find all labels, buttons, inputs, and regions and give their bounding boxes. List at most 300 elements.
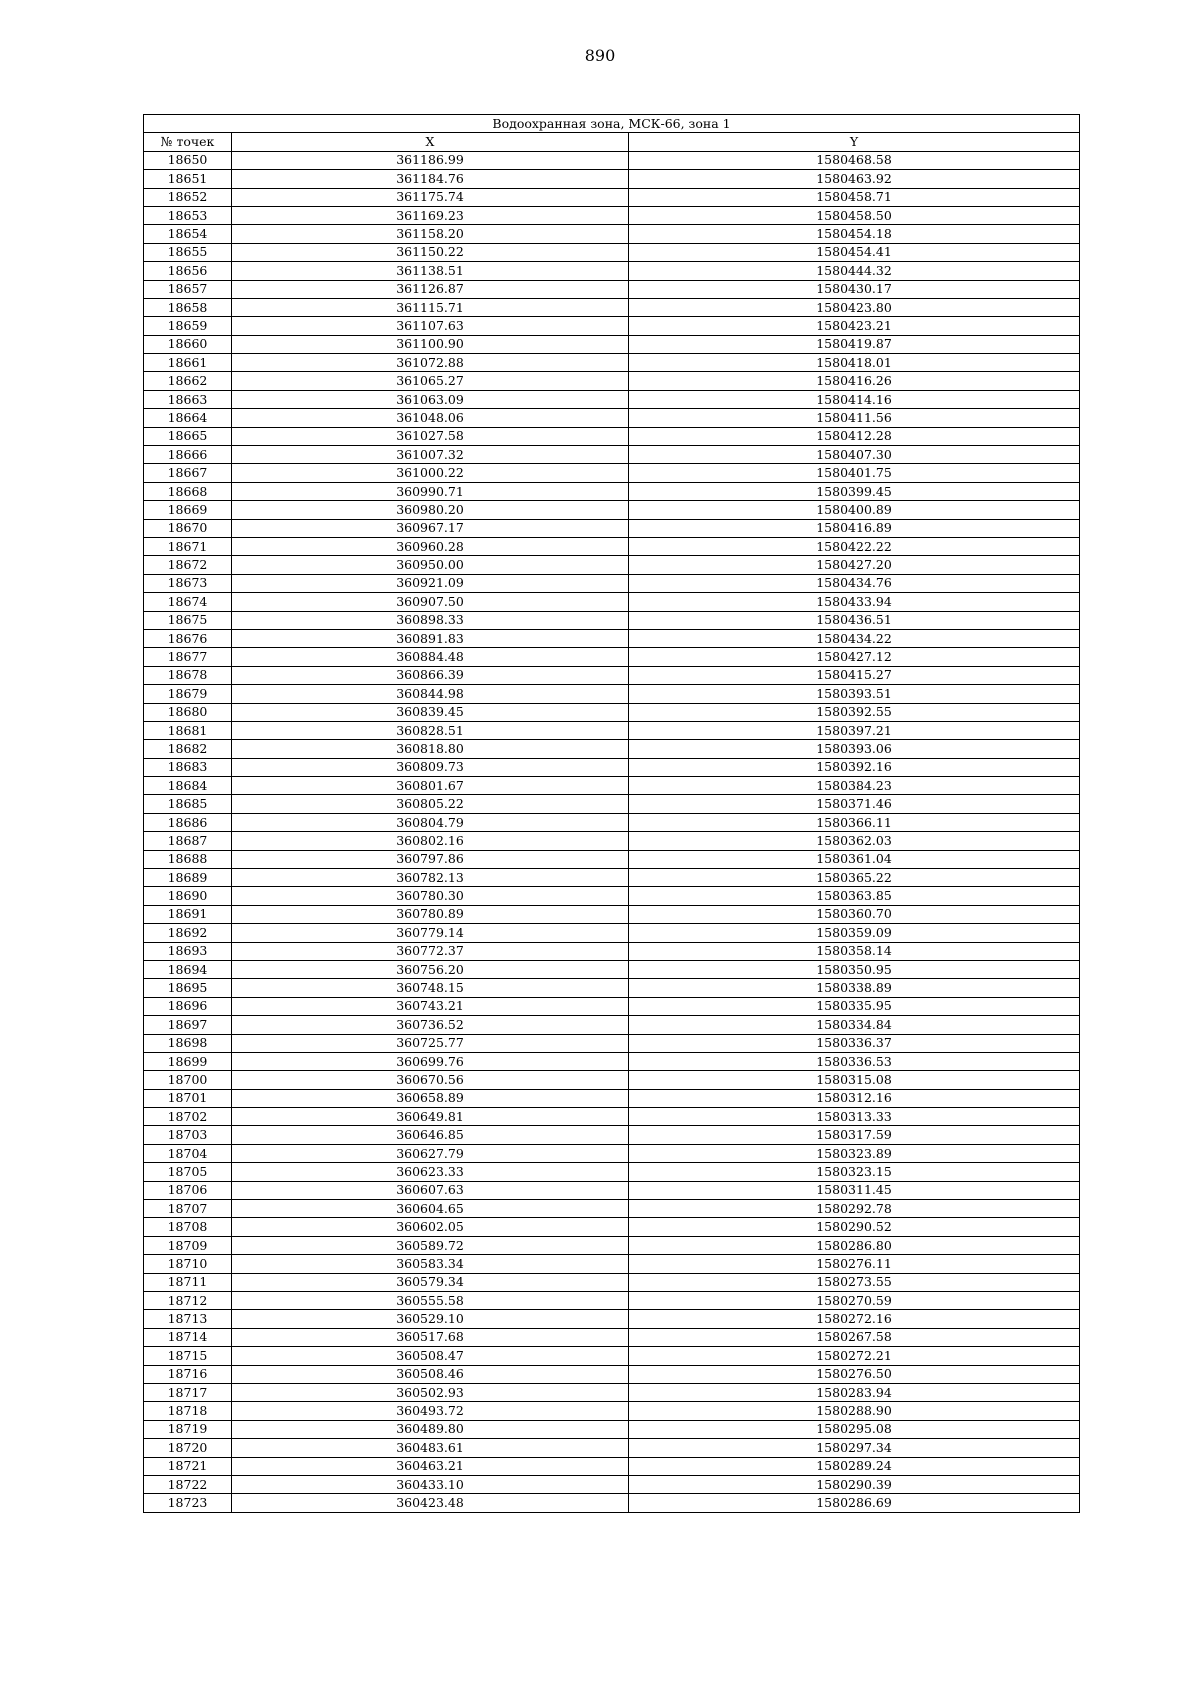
x-coordinate-cell: 360433.10 <box>232 1475 629 1493</box>
table-row <box>144 262 1080 280</box>
x-coordinate-cell: 361175.74 <box>232 188 629 206</box>
y-coordinate-cell: 1580458.50 <box>629 206 1080 224</box>
table-row <box>144 1475 1080 1493</box>
y-coordinate-cell: 1580323.89 <box>629 1144 1080 1162</box>
point-number-cell: 18655 <box>144 243 232 261</box>
point-number-cell: 18662 <box>144 372 232 390</box>
point-number-cell: 18685 <box>144 795 232 813</box>
table-row <box>144 556 1080 574</box>
x-coordinate-cell: 360866.39 <box>232 666 629 684</box>
point-number-cell: 18718 <box>144 1402 232 1420</box>
x-coordinate-cell: 360623.33 <box>232 1163 629 1181</box>
table-row <box>144 1457 1080 1475</box>
table-row <box>144 1365 1080 1383</box>
column-header-x: X <box>232 133 629 151</box>
y-coordinate-cell: 1580290.52 <box>629 1218 1080 1236</box>
point-number-cell: 18716 <box>144 1365 232 1383</box>
x-coordinate-cell: 360483.61 <box>232 1439 629 1457</box>
table-row <box>144 317 1080 335</box>
point-number-cell: 18688 <box>144 850 232 868</box>
point-number-cell: 18653 <box>144 206 232 224</box>
y-coordinate-cell: 1580286.69 <box>629 1494 1080 1512</box>
table-row <box>144 1034 1080 1052</box>
y-coordinate-cell: 1580399.45 <box>629 482 1080 500</box>
table-row <box>144 850 1080 868</box>
point-number-cell: 18665 <box>144 427 232 445</box>
x-coordinate-cell: 361072.88 <box>232 354 629 372</box>
table-row <box>144 1439 1080 1457</box>
table-row <box>144 721 1080 739</box>
table-row <box>144 777 1080 795</box>
point-number-cell: 18654 <box>144 225 232 243</box>
table-row <box>144 1181 1080 1199</box>
y-coordinate-cell: 1580335.95 <box>629 997 1080 1015</box>
point-number-cell: 18674 <box>144 593 232 611</box>
point-number-cell: 18681 <box>144 721 232 739</box>
table-title: Водоохранная зона, МСК-66, зона 1 <box>144 115 1080 133</box>
x-coordinate-cell: 360844.98 <box>232 685 629 703</box>
x-coordinate-cell: 361063.09 <box>232 390 629 408</box>
table-row <box>144 1144 1080 1162</box>
table-row <box>144 832 1080 850</box>
y-coordinate-cell: 1580430.17 <box>629 280 1080 298</box>
x-coordinate-cell: 361158.20 <box>232 225 629 243</box>
y-coordinate-cell: 1580427.20 <box>629 556 1080 574</box>
y-coordinate-cell: 1580317.59 <box>629 1126 1080 1144</box>
point-number-cell: 18667 <box>144 464 232 482</box>
x-coordinate-cell: 360607.63 <box>232 1181 629 1199</box>
table-row <box>144 501 1080 519</box>
x-coordinate-cell: 360967.17 <box>232 519 629 537</box>
point-number-cell: 18679 <box>144 685 232 703</box>
y-coordinate-cell: 1580434.76 <box>629 574 1080 592</box>
table-row <box>144 1016 1080 1034</box>
table-row <box>144 1420 1080 1438</box>
point-number-cell: 18668 <box>144 482 232 500</box>
x-coordinate-cell: 360646.85 <box>232 1126 629 1144</box>
point-number-cell: 18693 <box>144 942 232 960</box>
y-coordinate-cell: 1580358.14 <box>629 942 1080 960</box>
x-coordinate-cell: 360828.51 <box>232 721 629 739</box>
x-coordinate-cell: 360463.21 <box>232 1457 629 1475</box>
table-row <box>144 960 1080 978</box>
x-coordinate-cell: 360980.20 <box>232 501 629 519</box>
y-coordinate-cell: 1580422.22 <box>629 537 1080 555</box>
point-number-cell: 18703 <box>144 1126 232 1144</box>
table-row <box>144 298 1080 316</box>
x-coordinate-cell: 360508.47 <box>232 1347 629 1365</box>
y-coordinate-cell: 1580292.78 <box>629 1200 1080 1218</box>
x-coordinate-cell: 360502.93 <box>232 1383 629 1401</box>
y-coordinate-cell: 1580412.28 <box>629 427 1080 445</box>
y-coordinate-cell: 1580312.16 <box>629 1089 1080 1107</box>
y-coordinate-cell: 1580362.03 <box>629 832 1080 850</box>
table-row <box>144 280 1080 298</box>
x-coordinate-cell: 360990.71 <box>232 482 629 500</box>
point-number-cell: 18658 <box>144 298 232 316</box>
y-coordinate-cell: 1580454.41 <box>629 243 1080 261</box>
x-coordinate-cell: 360898.33 <box>232 611 629 629</box>
point-number-cell: 18713 <box>144 1310 232 1328</box>
x-coordinate-cell: 360891.83 <box>232 629 629 647</box>
point-number-cell: 18694 <box>144 960 232 978</box>
x-coordinate-cell: 361065.27 <box>232 372 629 390</box>
table-row <box>144 813 1080 831</box>
x-coordinate-cell: 360805.22 <box>232 795 629 813</box>
x-coordinate-cell: 360907.50 <box>232 593 629 611</box>
point-number-cell: 18714 <box>144 1328 232 1346</box>
x-coordinate-cell: 360779.14 <box>232 924 629 942</box>
x-coordinate-cell: 360921.09 <box>232 574 629 592</box>
table-row <box>144 354 1080 372</box>
y-coordinate-cell: 1580416.26 <box>629 372 1080 390</box>
x-coordinate-cell: 360489.80 <box>232 1420 629 1438</box>
table-row <box>144 942 1080 960</box>
y-coordinate-cell: 1580434.22 <box>629 629 1080 647</box>
point-number-cell: 18707 <box>144 1200 232 1218</box>
y-coordinate-cell: 1580272.21 <box>629 1347 1080 1365</box>
x-coordinate-cell: 360782.13 <box>232 869 629 887</box>
x-coordinate-cell: 360960.28 <box>232 537 629 555</box>
point-number-cell: 18712 <box>144 1292 232 1310</box>
table-row <box>144 1236 1080 1254</box>
y-coordinate-cell: 1580444.32 <box>629 262 1080 280</box>
y-coordinate-cell: 1580411.56 <box>629 409 1080 427</box>
y-coordinate-cell: 1580423.21 <box>629 317 1080 335</box>
x-coordinate-cell: 361186.99 <box>232 151 629 169</box>
table-row <box>144 666 1080 684</box>
point-number-cell: 18720 <box>144 1439 232 1457</box>
y-coordinate-cell: 1580397.21 <box>629 721 1080 739</box>
y-coordinate-cell: 1580415.27 <box>629 666 1080 684</box>
x-coordinate-cell: 360529.10 <box>232 1310 629 1328</box>
point-number-cell: 18698 <box>144 1034 232 1052</box>
point-number-cell: 18663 <box>144 390 232 408</box>
x-coordinate-cell: 360802.16 <box>232 832 629 850</box>
table-row <box>144 1071 1080 1089</box>
point-number-cell: 18687 <box>144 832 232 850</box>
point-number-cell: 18690 <box>144 887 232 905</box>
table-row <box>144 225 1080 243</box>
table-row <box>144 905 1080 923</box>
x-coordinate-cell: 360517.68 <box>232 1328 629 1346</box>
point-number-cell: 18651 <box>144 170 232 188</box>
y-coordinate-cell: 1580267.58 <box>629 1328 1080 1346</box>
table-row <box>144 979 1080 997</box>
column-header-point-number: № точек <box>144 133 232 151</box>
table-row <box>144 372 1080 390</box>
point-number-cell: 18650 <box>144 151 232 169</box>
page-number: 890 <box>584 46 616 65</box>
x-coordinate-cell: 360801.67 <box>232 777 629 795</box>
table-row <box>144 1328 1080 1346</box>
x-coordinate-cell: 361027.58 <box>232 427 629 445</box>
y-coordinate-cell: 1580273.55 <box>629 1273 1080 1291</box>
point-number-cell: 18711 <box>144 1273 232 1291</box>
point-number-cell: 18723 <box>144 1494 232 1512</box>
x-coordinate-cell: 360743.21 <box>232 997 629 1015</box>
point-number-cell: 18673 <box>144 574 232 592</box>
x-coordinate-cell: 360658.89 <box>232 1089 629 1107</box>
x-coordinate-cell: 360670.56 <box>232 1071 629 1089</box>
x-coordinate-cell: 361007.32 <box>232 446 629 464</box>
point-number-cell: 18656 <box>144 262 232 280</box>
table-row <box>144 869 1080 887</box>
y-coordinate-cell: 1580463.92 <box>629 170 1080 188</box>
y-coordinate-cell: 1580359.09 <box>629 924 1080 942</box>
x-coordinate-cell: 360627.79 <box>232 1144 629 1162</box>
x-coordinate-cell: 361169.23 <box>232 206 629 224</box>
table-body <box>144 151 1080 1512</box>
y-coordinate-cell: 1580336.53 <box>629 1052 1080 1070</box>
table-row <box>144 1052 1080 1070</box>
table-row <box>144 1273 1080 1291</box>
point-number-cell: 18678 <box>144 666 232 684</box>
point-number-cell: 18697 <box>144 1016 232 1034</box>
y-coordinate-cell: 1580295.08 <box>629 1420 1080 1438</box>
x-coordinate-cell: 360780.89 <box>232 905 629 923</box>
x-coordinate-cell: 360583.34 <box>232 1255 629 1273</box>
y-coordinate-cell: 1580366.11 <box>629 813 1080 831</box>
y-coordinate-cell: 1580315.08 <box>629 1071 1080 1089</box>
table-row <box>144 924 1080 942</box>
table-row <box>144 1310 1080 1328</box>
table-row <box>144 740 1080 758</box>
table-row <box>144 1108 1080 1126</box>
column-header-y: Y <box>629 133 1080 151</box>
table-row <box>144 151 1080 169</box>
point-number-cell: 18709 <box>144 1236 232 1254</box>
table-row <box>144 519 1080 537</box>
x-coordinate-cell: 361126.87 <box>232 280 629 298</box>
table-row <box>144 1347 1080 1365</box>
point-number-cell: 18706 <box>144 1181 232 1199</box>
x-coordinate-cell: 361000.22 <box>232 464 629 482</box>
x-coordinate-cell: 360950.00 <box>232 556 629 574</box>
table-row <box>144 537 1080 555</box>
point-number-cell: 18696 <box>144 997 232 1015</box>
y-coordinate-cell: 1580401.75 <box>629 464 1080 482</box>
x-coordinate-cell: 360804.79 <box>232 813 629 831</box>
y-coordinate-cell: 1580418.01 <box>629 354 1080 372</box>
y-coordinate-cell: 1580365.22 <box>629 869 1080 887</box>
y-coordinate-cell: 1580400.89 <box>629 501 1080 519</box>
x-coordinate-cell: 360579.34 <box>232 1273 629 1291</box>
table-row <box>144 795 1080 813</box>
point-number-cell: 18717 <box>144 1383 232 1401</box>
y-coordinate-cell: 1580416.89 <box>629 519 1080 537</box>
table-title-row <box>144 115 1080 133</box>
x-coordinate-cell: 361138.51 <box>232 262 629 280</box>
x-coordinate-cell: 360604.65 <box>232 1200 629 1218</box>
table-row <box>144 685 1080 703</box>
x-coordinate-cell: 360602.05 <box>232 1218 629 1236</box>
point-number-cell: 18659 <box>144 317 232 335</box>
y-coordinate-cell: 1580363.85 <box>629 887 1080 905</box>
x-coordinate-cell: 360589.72 <box>232 1236 629 1254</box>
point-number-cell: 18686 <box>144 813 232 831</box>
table-row <box>144 482 1080 500</box>
point-number-cell: 18689 <box>144 869 232 887</box>
table-row <box>144 170 1080 188</box>
x-coordinate-cell: 360780.30 <box>232 887 629 905</box>
table-row <box>144 243 1080 261</box>
table-row <box>144 1126 1080 1144</box>
table-row <box>144 1255 1080 1273</box>
point-number-cell: 18661 <box>144 354 232 372</box>
y-coordinate-cell: 1580468.58 <box>629 151 1080 169</box>
point-number-cell: 18715 <box>144 1347 232 1365</box>
table-row <box>144 1163 1080 1181</box>
point-number-cell: 18721 <box>144 1457 232 1475</box>
point-number-cell: 18719 <box>144 1420 232 1438</box>
x-coordinate-cell: 360725.77 <box>232 1034 629 1052</box>
y-coordinate-cell: 1580384.23 <box>629 777 1080 795</box>
y-coordinate-cell: 1580427.12 <box>629 648 1080 666</box>
y-coordinate-cell: 1580334.84 <box>629 1016 1080 1034</box>
point-number-cell: 18652 <box>144 188 232 206</box>
x-coordinate-cell: 360493.72 <box>232 1402 629 1420</box>
y-coordinate-cell: 1580276.50 <box>629 1365 1080 1383</box>
point-number-cell: 18692 <box>144 924 232 942</box>
table-row <box>144 188 1080 206</box>
point-number-cell: 18684 <box>144 777 232 795</box>
table-row <box>144 997 1080 1015</box>
point-number-cell: 18676 <box>144 629 232 647</box>
point-number-cell: 18700 <box>144 1071 232 1089</box>
point-number-cell: 18704 <box>144 1144 232 1162</box>
table-row <box>144 758 1080 776</box>
y-coordinate-cell: 1580313.33 <box>629 1108 1080 1126</box>
point-number-cell: 18695 <box>144 979 232 997</box>
coordinates-table <box>143 114 1080 1513</box>
y-coordinate-cell: 1580297.34 <box>629 1439 1080 1457</box>
point-number-cell: 18669 <box>144 501 232 519</box>
table-row <box>144 887 1080 905</box>
x-coordinate-cell: 360797.86 <box>232 850 629 868</box>
y-coordinate-cell: 1580393.51 <box>629 685 1080 703</box>
point-number-cell: 18670 <box>144 519 232 537</box>
y-coordinate-cell: 1580393.06 <box>629 740 1080 758</box>
x-coordinate-cell: 361184.76 <box>232 170 629 188</box>
x-coordinate-cell: 360508.46 <box>232 1365 629 1383</box>
table-row <box>144 206 1080 224</box>
point-number-cell: 18722 <box>144 1475 232 1493</box>
y-coordinate-cell: 1580360.70 <box>629 905 1080 923</box>
y-coordinate-cell: 1580290.39 <box>629 1475 1080 1493</box>
x-coordinate-cell: 360839.45 <box>232 703 629 721</box>
point-number-cell: 18664 <box>144 409 232 427</box>
y-coordinate-cell: 1580392.55 <box>629 703 1080 721</box>
y-coordinate-cell: 1580311.45 <box>629 1181 1080 1199</box>
y-coordinate-cell: 1580288.90 <box>629 1402 1080 1420</box>
y-coordinate-cell: 1580407.30 <box>629 446 1080 464</box>
y-coordinate-cell: 1580419.87 <box>629 335 1080 353</box>
y-coordinate-cell: 1580338.89 <box>629 979 1080 997</box>
table-row <box>144 1292 1080 1310</box>
y-coordinate-cell: 1580392.16 <box>629 758 1080 776</box>
x-coordinate-cell: 360818.80 <box>232 740 629 758</box>
y-coordinate-cell: 1580350.95 <box>629 960 1080 978</box>
x-coordinate-cell: 361107.63 <box>232 317 629 335</box>
point-number-cell: 18666 <box>144 446 232 464</box>
x-coordinate-cell: 360756.20 <box>232 960 629 978</box>
y-coordinate-cell: 1580323.15 <box>629 1163 1080 1181</box>
table-row <box>144 648 1080 666</box>
x-coordinate-cell: 360748.15 <box>232 979 629 997</box>
x-coordinate-cell: 360772.37 <box>232 942 629 960</box>
y-coordinate-cell: 1580436.51 <box>629 611 1080 629</box>
point-number-cell: 18683 <box>144 758 232 776</box>
x-coordinate-cell: 360699.76 <box>232 1052 629 1070</box>
y-coordinate-cell: 1580371.46 <box>629 795 1080 813</box>
point-number-cell: 18691 <box>144 905 232 923</box>
table-row <box>144 611 1080 629</box>
y-coordinate-cell: 1580454.18 <box>629 225 1080 243</box>
table-row <box>144 574 1080 592</box>
y-coordinate-cell: 1580336.37 <box>629 1034 1080 1052</box>
table-row <box>144 1494 1080 1512</box>
y-coordinate-cell: 1580276.11 <box>629 1255 1080 1273</box>
y-coordinate-cell: 1580458.71 <box>629 188 1080 206</box>
x-coordinate-cell: 360423.48 <box>232 1494 629 1512</box>
point-number-cell: 18680 <box>144 703 232 721</box>
table-row <box>144 464 1080 482</box>
point-number-cell: 18699 <box>144 1052 232 1070</box>
point-number-cell: 18708 <box>144 1218 232 1236</box>
point-number-cell: 18701 <box>144 1089 232 1107</box>
point-number-cell: 18682 <box>144 740 232 758</box>
point-number-cell: 18657 <box>144 280 232 298</box>
table-row <box>144 1402 1080 1420</box>
point-number-cell: 18677 <box>144 648 232 666</box>
table-row <box>144 593 1080 611</box>
y-coordinate-cell: 1580270.59 <box>629 1292 1080 1310</box>
table-row <box>144 1200 1080 1218</box>
point-number-cell: 18675 <box>144 611 232 629</box>
y-coordinate-cell: 1580361.04 <box>629 850 1080 868</box>
x-coordinate-cell: 360809.73 <box>232 758 629 776</box>
point-number-cell: 18672 <box>144 556 232 574</box>
table-row <box>144 703 1080 721</box>
table-row <box>144 427 1080 445</box>
x-coordinate-cell: 360736.52 <box>232 1016 629 1034</box>
y-coordinate-cell: 1580423.80 <box>629 298 1080 316</box>
y-coordinate-cell: 1580414.16 <box>629 390 1080 408</box>
point-number-cell: 18705 <box>144 1163 232 1181</box>
point-number-cell: 18671 <box>144 537 232 555</box>
point-number-cell: 18660 <box>144 335 232 353</box>
table-row <box>144 409 1080 427</box>
y-coordinate-cell: 1580283.94 <box>629 1383 1080 1401</box>
table-row <box>144 390 1080 408</box>
table-row <box>144 446 1080 464</box>
y-coordinate-cell: 1580272.16 <box>629 1310 1080 1328</box>
y-coordinate-cell: 1580289.24 <box>629 1457 1080 1475</box>
point-number-cell: 18710 <box>144 1255 232 1273</box>
table-row <box>144 629 1080 647</box>
table-row <box>144 335 1080 353</box>
x-coordinate-cell: 361100.90 <box>232 335 629 353</box>
x-coordinate-cell: 361048.06 <box>232 409 629 427</box>
x-coordinate-cell: 361150.22 <box>232 243 629 261</box>
x-coordinate-cell: 360649.81 <box>232 1108 629 1126</box>
x-coordinate-cell: 360884.48 <box>232 648 629 666</box>
table-row <box>144 1218 1080 1236</box>
y-coordinate-cell: 1580433.94 <box>629 593 1080 611</box>
x-coordinate-cell: 360555.58 <box>232 1292 629 1310</box>
point-number-cell: 18702 <box>144 1108 232 1126</box>
